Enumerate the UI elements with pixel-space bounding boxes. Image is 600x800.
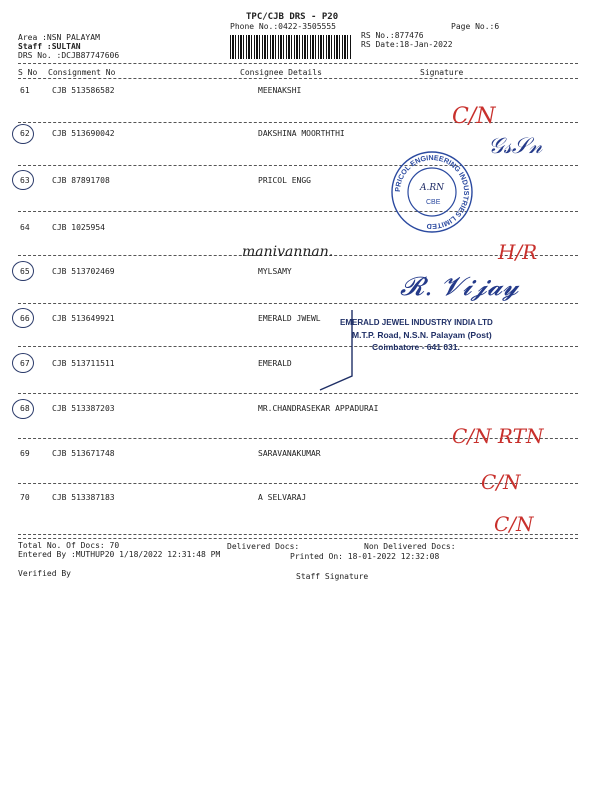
pricol-stamp-center: A.RN: [420, 183, 445, 193]
handwritten-note: C/N: [481, 470, 521, 494]
col-consignee: Consignee Details: [240, 68, 322, 77]
row-consignee: PRICOL ENGG: [258, 176, 311, 185]
pricol-stamp: [390, 150, 474, 234]
staff-signature-label: Staff Signature: [296, 572, 369, 581]
row-divider: [18, 346, 578, 347]
row-sno: 68: [20, 404, 30, 413]
row-consignee: MEENAKSHI: [258, 86, 302, 95]
verified-by: Verified By: [18, 569, 71, 578]
row-consignee: SARAVANAKUMAR: [258, 449, 321, 458]
row-consignee: A SELVARAJ: [258, 493, 307, 502]
row-divider: [18, 211, 578, 212]
entered-by: Entered By :MUTHUP20 1/18/2022 12:31:48 PM: [18, 550, 221, 559]
handwritten-note: C/N: [494, 512, 534, 536]
row-divider: [18, 393, 578, 394]
row-consignee: DAKSHINA MOORTHTHI: [258, 129, 345, 138]
emerald-stamp-line2: M.T.P. Road, N.S.N. Palayam (Post): [352, 330, 492, 340]
rs-date: RS Date:18-Jan-2022: [361, 40, 453, 49]
row-consignment: CJB 513671748: [52, 449, 115, 458]
col-consignment: Consignment No: [48, 68, 116, 77]
rs-number: RS No.:877476: [361, 31, 424, 40]
divider: [18, 63, 578, 64]
handwritten-note: H/R: [498, 240, 538, 264]
area: Area :NSN PALAYAM: [18, 33, 100, 42]
handwritten-signature: 𝒢𝓈𝒮𝓃: [488, 134, 543, 159]
row-consignment: CJB 1025954: [52, 223, 105, 232]
report-title: TPC/CJB DRS - P20: [246, 12, 339, 22]
divider: [18, 78, 578, 79]
row-sno: 63: [20, 176, 30, 185]
row-consignee: MR.CHANDRASEKAR APPADURAI: [258, 404, 379, 413]
row-consignment: CJB 513649921: [52, 314, 115, 323]
barcode: [230, 35, 352, 59]
row-sno: 62: [20, 129, 30, 138]
row-sno: 64: [20, 223, 30, 232]
row-consignee: EMERALD JWEWL: [258, 314, 321, 323]
total-docs: Total No. Of Docs: 70: [18, 541, 120, 550]
row-sno: 65: [20, 267, 30, 276]
delivered-docs: Delivered Docs:: [227, 542, 300, 551]
row-consignment: CJB 513387203: [52, 404, 115, 413]
pricol-stamp-cbe: CBE: [426, 199, 441, 206]
printed-on: Printed On: 18-01-2022 12:32:08: [290, 552, 440, 561]
handwritten-note: C/N: [452, 104, 496, 129]
col-sno: S No: [18, 68, 38, 77]
stamp-bracket-mark: [318, 306, 362, 396]
staff: Staff :SULTAN: [18, 42, 81, 51]
row-consignment: CJB 513387183: [52, 493, 115, 502]
row-consignment: CJB 513586582: [52, 86, 115, 95]
row-divider: [18, 165, 578, 166]
row-consignment: CJB 87891708: [52, 176, 110, 185]
page-number: Page No.:6: [451, 22, 500, 31]
emerald-stamp-line3: Coimbatore - 641 031.: [372, 342, 460, 352]
handwritten-signature: 𝓡. 𝓥𝓲𝓳𝓪𝔂: [400, 272, 519, 302]
row-consignment: CJB 513711511: [52, 359, 115, 368]
row-consignee: EMERALD: [258, 359, 292, 368]
row-sno: 61: [20, 86, 30, 95]
drs-number: DRS No. :DCJB87747606: [18, 51, 120, 60]
row-divider: [18, 303, 578, 304]
row-consignment: CJB 513690042: [52, 129, 115, 138]
row-sno: 70: [20, 493, 30, 502]
emerald-stamp-line1: EMERALD JEWEL INDUSTRY INDIA LTD: [340, 318, 493, 327]
row-sno: 66: [20, 314, 30, 323]
row-consignment: CJB 513702469: [52, 267, 115, 276]
row-consignee: MYLSAMY: [258, 267, 292, 276]
row-sno: 67: [20, 359, 30, 368]
col-signature: Signature: [420, 68, 464, 77]
handwritten-note: manivannan.: [242, 244, 334, 260]
non-delivered-docs: Non Delivered Docs:: [364, 542, 456, 551]
footer-divider: [18, 538, 578, 539]
handwritten-note: C/N RTN: [452, 424, 544, 448]
pricol-stamp-ring: PRICOL ENGINEERING INDUSTRIES LIMITED: [392, 152, 472, 232]
row-sno: 69: [20, 449, 30, 458]
phone-number: Phone No.:0422-3505555: [230, 22, 336, 31]
